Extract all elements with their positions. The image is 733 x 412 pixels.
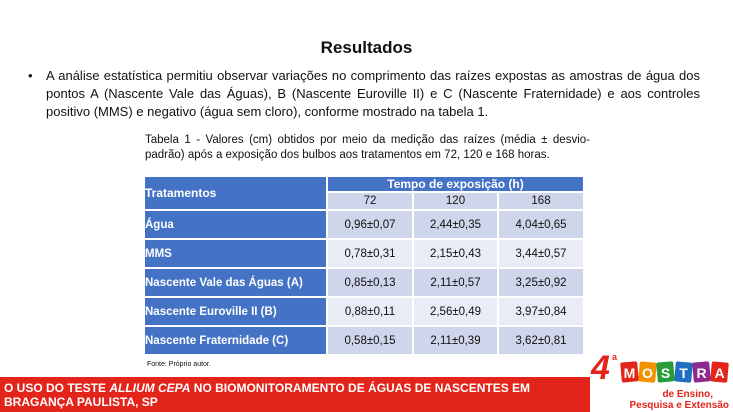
header-time-120: 120 <box>413 192 498 210</box>
table-row <box>144 297 584 326</box>
cell-value: 0,96±0,07 <box>327 210 413 239</box>
logo-letters <box>620 361 729 382</box>
logo-letter: S <box>660 365 671 381</box>
cell-value: 2,44±0,35 <box>413 210 498 239</box>
footer-line-2: BRAGANÇA PAULISTA, SP <box>4 395 158 409</box>
table-source: Fonte: Próprio autor. <box>147 361 211 368</box>
logo-letter: M <box>623 365 636 381</box>
table-row <box>144 268 584 297</box>
bullet-text: A análise estatística permitiu observar variações no comprimento das raízes expostas as amostras de água dos pontos A (Nascente Vale das Águas), B (Nascente Euroville II) e C (Nascente Fraternidade) e aos controles positivo (MMS) e negativo (água sem cloro), conforme mostrado na tabela 1. <box>46 68 700 119</box>
cell-value: 2,11±0,57 <box>413 268 498 297</box>
logo-letter: R <box>696 365 707 381</box>
cell-value: 2,15±0,43 <box>413 239 498 268</box>
footer-banner <box>0 377 590 412</box>
table-row <box>144 239 584 268</box>
cell-value: 2,11±0,39 <box>413 326 498 355</box>
table-caption: Tabela 1 - Valores (cm) obtidos por meio da medição das raízes (média ± desvio-padrão) após a exposição dos bulbos aos tratamentos em 72, 120 e 168 horas. <box>145 134 590 161</box>
cell-value: 0,85±0,13 <box>327 268 413 297</box>
cell-value: 0,58±0,15 <box>327 326 413 355</box>
cell-value: 3,62±0,81 <box>498 326 584 355</box>
cell-value: 3,97±0,84 <box>498 297 584 326</box>
footer-line-1 <box>4 381 590 395</box>
cell-value: 3,44±0,57 <box>498 239 584 268</box>
row-label: Nascente Vale das Águas (A) <box>144 268 327 297</box>
logo-letter: T <box>679 365 688 381</box>
row-label: MMS <box>144 239 327 268</box>
row-label: Nascente Euroville II (B) <box>144 297 327 326</box>
bullet-dot-icon: • <box>28 68 33 83</box>
header-time-168: 168 <box>498 192 584 210</box>
cell-value: 4,04±0,65 <box>498 210 584 239</box>
logo-letter: O <box>642 365 653 381</box>
row-label: Água <box>144 210 327 239</box>
bullet-paragraph <box>28 67 700 121</box>
mostra-logo-icon <box>583 345 733 412</box>
header-exposure-time: Tempo de exposição (h) <box>327 176 584 192</box>
row-label: Nascente Fraternidade (C) <box>144 326 327 355</box>
logo-ordinal: a <box>612 352 618 362</box>
header-time-72: 72 <box>327 192 413 210</box>
table-row <box>144 210 584 239</box>
logo-subtitle-1: de Ensino, <box>662 389 713 400</box>
header-treatments: Tratamentos <box>144 176 327 210</box>
slide-title: Resultados <box>320 38 413 57</box>
footer-text: O USO DO TESTE <box>4 381 110 395</box>
footer-text: NO BIOMONITORAMENTO DE ÁGUAS DE NASCENTES EM <box>190 381 531 395</box>
footer-italic-text: ALLIUM CEPA <box>109 381 191 395</box>
logo-letter: A <box>714 365 725 381</box>
results-table <box>143 175 585 356</box>
cell-value: 0,78±0,31 <box>327 239 413 268</box>
table-row <box>144 326 584 355</box>
cell-value: 0,88±0,11 <box>327 297 413 326</box>
cell-value: 3,25±0,92 <box>498 268 584 297</box>
cell-value: 2,56±0,49 <box>413 297 498 326</box>
logo-number: 4 <box>591 349 610 387</box>
logo-subtitle-2: Pesquisa e Extensão <box>629 400 729 411</box>
